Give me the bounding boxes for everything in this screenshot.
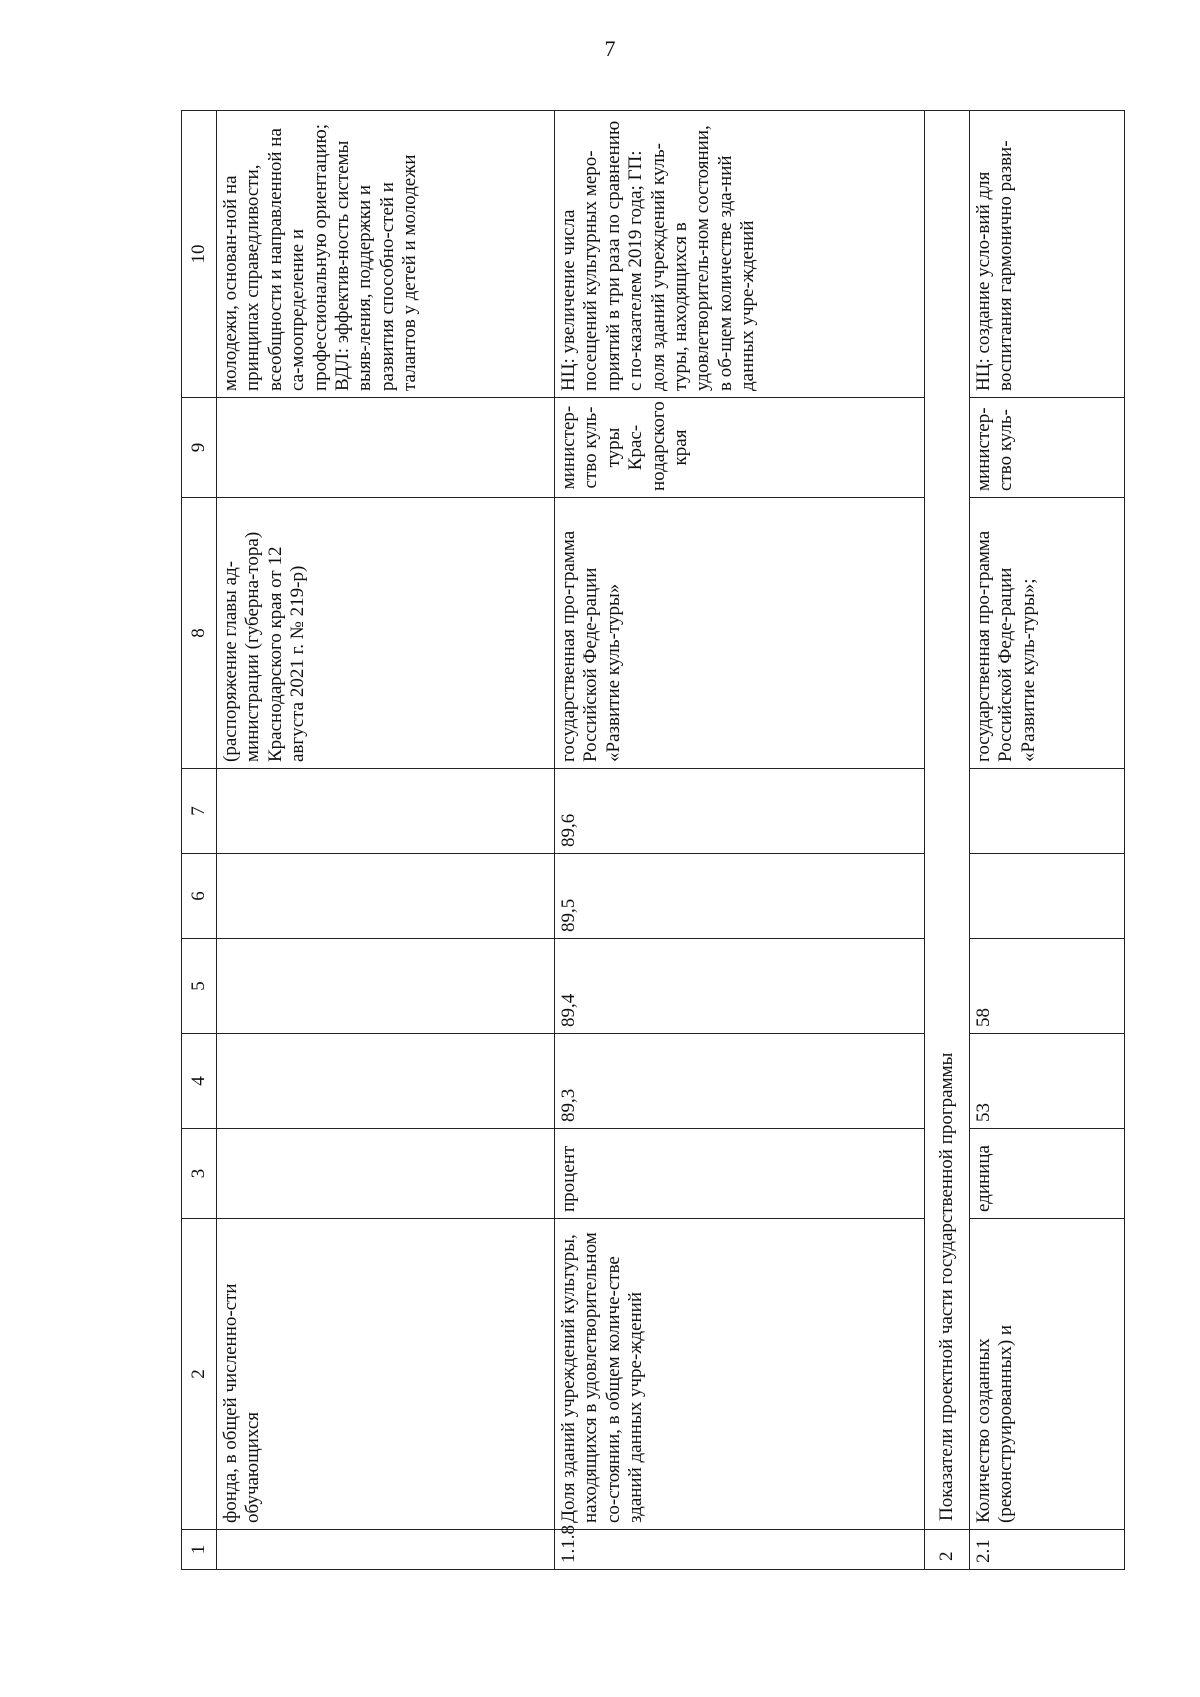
header-cell: 4 [182, 1034, 217, 1129]
value-cell [970, 769, 1125, 854]
value-cell: 89,3 [555, 1034, 925, 1129]
row-number-cell: 2.1 [970, 1530, 1125, 1570]
responsible-cell [217, 398, 555, 498]
goal-cell: НЦ: увеличение числа посещений культурных меро-приятий в три раза по сравнению с по-казателем 2019 года; ГП: доля зданий учреждений куль-туры, находящихся в удовлетворитель-ном состоянии, в об-щем количестве зда-ний данных учре-ждений [555, 111, 925, 398]
section-number-cell: 2 [925, 1530, 970, 1570]
header-cell: 9 [182, 398, 217, 498]
goal-cell: молодежи, основан-ной на принципах справедливости, всеобщности и направленной на са-моопределение и профессиональную ориентацию; ВДЛ: эффектив-ность системы выяв-ления, поддержки и развития способно-стей и талантов у детей и молодежи [217, 111, 555, 398]
responsible-cell: министер-ство куль- [970, 398, 1125, 498]
value-cell [970, 854, 1125, 939]
unit-cell: процент [555, 1129, 925, 1219]
value-cell [217, 769, 555, 854]
indicator-name-cell: Количество созданных (реконструированных) и [970, 1219, 1125, 1530]
header-cell: 1 [182, 1530, 217, 1570]
table-row [217, 111, 555, 1570]
document-cell: государственная про-грамма Российской Феде-рации «Развитие куль-туры» [555, 498, 925, 769]
document-cell: государственная про-грамма Российской Феде-рации «Развитие куль-туры»; [970, 498, 1125, 769]
section-title-cell: Показатели проектной части государственной программы [925, 111, 970, 1530]
value-cell: 53 [970, 1034, 1125, 1129]
rotated-table-container [181, 111, 1125, 1570]
table-row [555, 111, 925, 1570]
indicator-name-cell: Доля зданий учреждений культуры, находящихся в удовлетворительном со-стоянии, в общем количе-стве зданий данных учре-ждений [555, 1219, 925, 1530]
header-cell: 3 [182, 1129, 217, 1219]
value-cell: 89,6 [555, 769, 925, 854]
header-cell: 6 [182, 854, 217, 939]
header-cell: 10 [182, 111, 217, 398]
page-number: 7 [604, 36, 616, 61]
header-cell: 7 [182, 769, 217, 854]
goal-cell: НЦ: создание усло-вий для воспитания гармонично разви- [970, 111, 1125, 398]
value-cell [217, 939, 555, 1034]
header-cell: 2 [182, 1219, 217, 1530]
unit-cell [217, 1129, 555, 1219]
section-row [925, 111, 970, 1570]
value-cell: 89,5 [555, 854, 925, 939]
header-cell: 5 [182, 939, 217, 1034]
row-number-cell [217, 1530, 555, 1570]
value-cell: 89,4 [555, 939, 925, 1034]
value-cell: 58 [970, 939, 1125, 1034]
document-cell: (распоряжение главы ад-министрации (губерна-тора) Краснодарского края от 12 августа 2021 г. № 219-р) [217, 498, 555, 769]
indicator-name-cell: фонда, в общей численно-сти обучающихся [217, 1219, 555, 1530]
indicators-table [181, 110, 1125, 1570]
value-cell [217, 1034, 555, 1129]
header-cell: 8 [182, 498, 217, 769]
unit-cell: единица [970, 1129, 1125, 1219]
table-row [970, 111, 1125, 1570]
responsible-cell: министер-ство куль-туры Крас-нодарского края [555, 398, 925, 498]
row-number-cell: 1.1.8 [555, 1530, 925, 1570]
value-cell [217, 854, 555, 939]
header-row [182, 111, 217, 1570]
